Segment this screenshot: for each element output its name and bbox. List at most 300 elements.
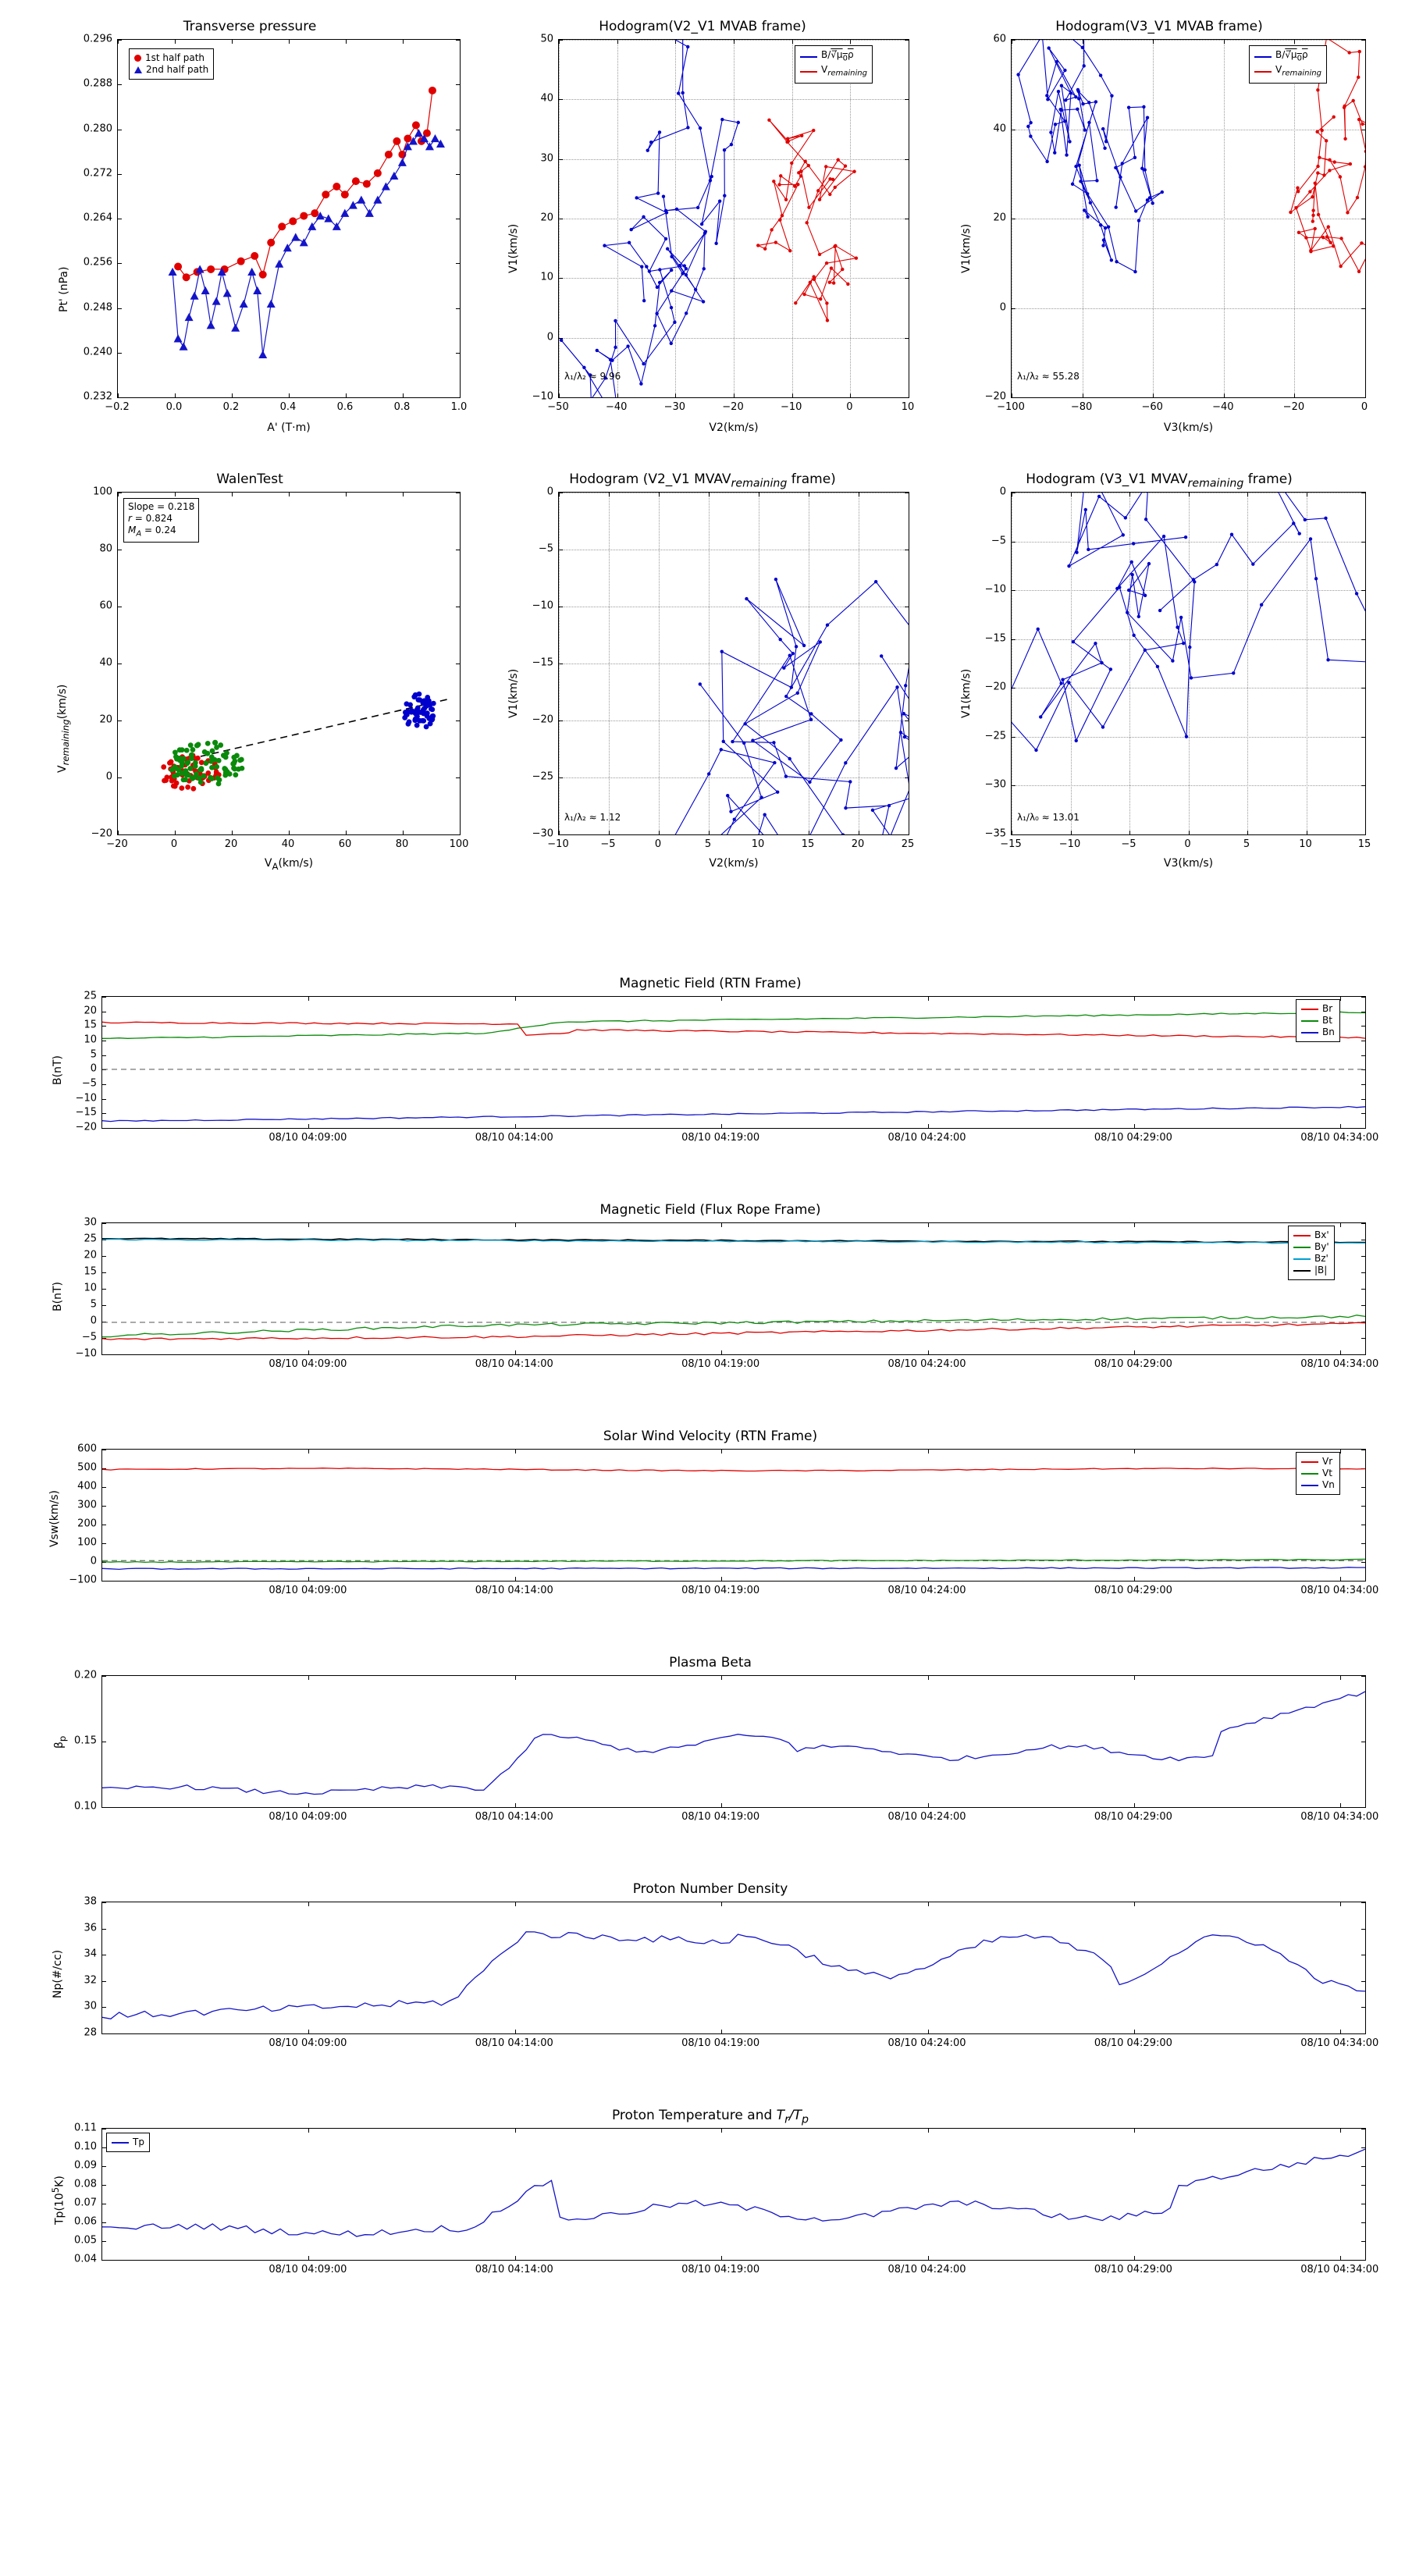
x-tick-label: 0 <box>170 838 178 850</box>
y-axis-label: Pt' (nPa) <box>58 266 70 312</box>
x-tick-label: −40 <box>605 401 628 413</box>
y-tick-label: 300 <box>77 1499 97 1511</box>
panel-hodogram-v3v1-mvav <box>937 468 1382 882</box>
y-tick-label: 20 <box>540 212 553 224</box>
x-tick-label: −40 <box>1212 401 1234 413</box>
y-tick-label: 10 <box>84 1034 97 1046</box>
tick <box>1361 834 1365 835</box>
x-tick-label: 08/10 04:19:00 <box>681 2037 760 2049</box>
x-tick-label: 08/10 04:09:00 <box>269 2264 347 2275</box>
y-tick-label: 15 <box>84 1019 97 1031</box>
legend-label-b: $B/√̅\mu_0\rho$ <box>1275 49 1308 63</box>
y-tick-label: −5 <box>538 543 553 555</box>
panel-walen-test <box>31 468 468 882</box>
x-tick-label: −10 <box>547 838 569 850</box>
y-tick-label: −30 <box>984 778 1006 791</box>
y-axis-label: B(nT) <box>52 1055 64 1085</box>
x-tick-label: 1.0 <box>450 401 468 413</box>
y-tick-label: −5 <box>81 1331 97 1343</box>
legend-line <box>1301 1485 1318 1486</box>
panel-proton-number-density <box>31 1881 1389 2061</box>
tick <box>1365 40 1366 44</box>
plot-area <box>101 1449 1366 1582</box>
tick <box>1365 831 1366 834</box>
tick <box>1365 393 1366 397</box>
y-tick-label: −15 <box>75 1106 97 1119</box>
y-tick-label: −20 <box>984 681 1006 693</box>
y-tick-label: 0 <box>105 770 112 783</box>
legend-label-b: $B/√̅\mu_0\rho$ <box>821 49 854 63</box>
x-tick-label: 10 <box>901 401 915 413</box>
plot-area <box>101 996 1366 1129</box>
x-tick-label: 08/10 04:29:00 <box>1094 1358 1172 1370</box>
panel-title: Hodogram(V3_V1 MVAB frame) <box>1055 19 1263 34</box>
y-tick-label: −20 <box>75 1121 97 1133</box>
legend-label: |B| <box>1314 1265 1328 1276</box>
y-axis-label: V1(km/s) <box>507 223 520 273</box>
x-tick-label: 0 <box>1361 401 1368 413</box>
y-tick-label: −10 <box>532 390 553 403</box>
tick <box>460 831 461 834</box>
legend-line <box>1301 1032 1318 1034</box>
panel-hodogram-v3v1-mvab <box>937 16 1382 437</box>
plot-area <box>1011 39 1366 398</box>
x-tick-label: 60 <box>338 838 352 850</box>
y-tick-label: 0.264 <box>83 212 112 224</box>
gridline-h <box>1012 834 1365 835</box>
tick <box>102 1354 106 1355</box>
tick <box>456 397 460 398</box>
x-tick-label: 08/10 04:34:00 <box>1300 1132 1379 1144</box>
y-tick-label: 0.05 <box>74 2234 97 2247</box>
y-tick-label: 5 <box>90 1298 97 1311</box>
data-layer <box>1012 40 1365 397</box>
y-tick-label: 0.06 <box>74 2215 97 2228</box>
y-tick-label: −15 <box>532 656 553 669</box>
plot-area <box>558 39 909 398</box>
tick <box>1361 1807 1365 1808</box>
legend-label: Bx' <box>1314 1229 1329 1240</box>
tick <box>559 397 563 398</box>
legend-line <box>800 71 817 73</box>
x-tick-label: 08/10 04:14:00 <box>475 1811 553 1823</box>
legend-line <box>1301 1473 1318 1475</box>
legend-line <box>800 56 817 58</box>
legend-label: Bt <box>1322 1015 1332 1026</box>
data-layer <box>559 493 909 834</box>
gridline-v <box>1365 40 1366 397</box>
x-tick-label: 08/10 04:24:00 <box>887 1585 966 1596</box>
y-tick-label: 0.15 <box>74 1735 97 1747</box>
legend-label: Bn <box>1322 1026 1335 1037</box>
walen-r: r = 0.824 <box>128 513 173 524</box>
panel-plasma-beta <box>31 1655 1389 1834</box>
x-tick-label: 08/10 04:19:00 <box>681 1358 760 1370</box>
y-tick-label: 0.11 <box>74 2122 97 2134</box>
x-tick-label: 80 <box>395 838 409 850</box>
y-tick-label: 60 <box>993 33 1006 45</box>
data-layer <box>559 40 909 397</box>
legend <box>1296 999 1340 1042</box>
y-tick-label: 50 <box>540 33 553 45</box>
y-tick-label: 5 <box>90 1048 97 1061</box>
y-tick-label: −20 <box>532 713 553 726</box>
data-layer <box>102 1902 1365 2033</box>
y-tick-label: 38 <box>84 1895 97 1908</box>
legend-marker-triangle <box>134 66 142 73</box>
legend-line <box>1301 1020 1318 1022</box>
panel-transverse-pressure <box>31 16 468 437</box>
y-tick-label: −5 <box>991 535 1006 547</box>
y-tick-label: 0 <box>999 486 1006 498</box>
y-tick-label: 0.10 <box>74 1800 97 1813</box>
y-tick-label: 28 <box>84 2026 97 2039</box>
panel-title: Plasma Beta <box>669 1655 752 1670</box>
x-tick-label: −5 <box>1121 838 1136 850</box>
y-tick-label: −10 <box>75 1092 97 1105</box>
y-tick-label: 100 <box>77 1536 97 1549</box>
y-tick-label: 0.07 <box>74 2197 97 2209</box>
x-tick-label: −80 <box>1070 401 1093 413</box>
panel-title: Hodogram(V2_V1 MVAB frame) <box>599 19 806 34</box>
x-tick-label: 08/10 04:29:00 <box>1094 1585 1172 1596</box>
y-tick-label: 400 <box>77 1480 97 1493</box>
tick <box>1361 397 1365 398</box>
data-layer <box>102 1676 1365 1807</box>
walen-slope: Slope = 0.218 <box>128 501 195 512</box>
x-tick-label: 08/10 04:14:00 <box>475 2037 553 2049</box>
y-axis-label: Vsw(km/s) <box>48 1489 61 1547</box>
x-axis-label: A' (T·m) <box>267 422 311 434</box>
legend-label-v: $V_{remaining}$ <box>1275 64 1321 78</box>
y-tick-label: 40 <box>99 656 112 669</box>
x-tick-label: −20 <box>106 838 128 850</box>
plot-area <box>101 1902 1366 2034</box>
x-tick-label: 08/10 04:09:00 <box>269 1811 347 1823</box>
y-tick-label: 0.288 <box>83 77 112 90</box>
y-tick-label: −100 <box>69 1574 97 1586</box>
legend-label: Vt <box>1322 1468 1332 1478</box>
x-tick-label: −60 <box>1141 401 1163 413</box>
y-tick-label: −10 <box>984 583 1006 596</box>
x-tick-label: 08/10 04:29:00 <box>1094 1811 1172 1823</box>
x-tick-label: 10 <box>1299 838 1312 850</box>
y-axis-label: $\beta_p$ <box>53 1735 68 1749</box>
x-tick-label: 08/10 04:19:00 <box>681 1585 760 1596</box>
data-layer <box>102 1223 1365 1354</box>
y-tick-label: 0.20 <box>74 1669 97 1681</box>
y-tick-label: −10 <box>75 1347 97 1360</box>
walen-ma: $M_A = 0.24$ <box>128 525 176 539</box>
y-tick-label: −25 <box>532 770 553 783</box>
x-tick-label: 08/10 04:09:00 <box>269 1358 347 1370</box>
x-tick-label: −5 <box>600 838 616 850</box>
y-tick-label: 30 <box>84 2000 97 2012</box>
x-tick-label: 08/10 04:09:00 <box>269 1585 347 1596</box>
y-tick-label: 34 <box>84 1948 97 1960</box>
panel-magnetic-field-flux-rope <box>31 1202 1389 1382</box>
x-tick-label: −100 <box>997 401 1025 413</box>
x-tick-label: 0 <box>1184 838 1191 850</box>
y-tick-label: 0.08 <box>74 2178 97 2190</box>
y-tick-label: 500 <box>77 1461 97 1474</box>
x-tick-label: 20 <box>224 838 238 850</box>
x-tick-label: 08/10 04:24:00 <box>887 2264 966 2275</box>
data-layer <box>102 1450 1365 1581</box>
gridline-h <box>559 397 909 398</box>
panel-title: Magnetic Field (RTN Frame) <box>619 976 802 991</box>
y-tick-label: 0 <box>546 486 553 498</box>
y-tick-label: 100 <box>93 486 112 498</box>
gridline-h <box>1012 397 1365 398</box>
tick <box>460 40 461 44</box>
x-tick-label: 5 <box>704 838 712 850</box>
y-axis-label: Np(#/cc) <box>52 1949 64 1998</box>
x-tick-label: 08/10 04:24:00 <box>887 1811 966 1823</box>
legend-label: Vn <box>1322 1479 1335 1490</box>
tick <box>102 1128 106 1129</box>
y-tick-label: −15 <box>984 632 1006 645</box>
x-tick-label: 40 <box>281 838 295 850</box>
x-tick-label: 08/10 04:29:00 <box>1094 2037 1172 2049</box>
y-axis-label: V1(km/s) <box>507 668 520 718</box>
y-axis-label: $Tp(10^5K)$ <box>50 2176 66 2225</box>
x-tick-label: 0.4 <box>279 401 297 413</box>
y-tick-label: −25 <box>984 730 1006 742</box>
tick <box>102 1581 106 1582</box>
y-tick-label: 20 <box>99 713 112 726</box>
tick <box>102 1807 106 1808</box>
tick <box>1361 1354 1365 1355</box>
y-tick-label: −5 <box>81 1077 97 1090</box>
x-tick-label: 0.0 <box>165 401 183 413</box>
tick <box>905 397 909 398</box>
y-tick-label: 25 <box>84 990 97 1002</box>
tick <box>1012 834 1016 835</box>
y-tick-label: 20 <box>84 1005 97 1017</box>
y-tick-label: −10 <box>532 600 553 612</box>
x-tick-label: −10 <box>780 401 802 413</box>
panel-hodogram-v2v1-mvav <box>484 468 921 882</box>
x-tick-label: 0 <box>654 838 662 850</box>
walen-stats-box <box>123 498 199 543</box>
x-tick-label: 08/10 04:14:00 <box>475 2264 553 2275</box>
y-axis-label: B(nT) <box>52 1282 64 1311</box>
y-axis-label: V1(km/s) <box>960 223 973 273</box>
tick <box>102 2260 106 2261</box>
x-tick-label: 08/10 04:19:00 <box>681 1132 760 1144</box>
legend <box>1288 1226 1335 1280</box>
y-tick-label: 0 <box>90 1555 97 1567</box>
x-tick-label: −20 <box>722 401 744 413</box>
x-tick-label: 08/10 04:24:00 <box>887 1358 966 1370</box>
y-axis-label: $V_{remaining}(km/s)$ <box>56 684 71 773</box>
y-tick-label: 25 <box>84 1233 97 1245</box>
y-tick-label: 15 <box>84 1265 97 1278</box>
x-tick-label: 08/10 04:34:00 <box>1300 1811 1379 1823</box>
y-tick-label: 20 <box>84 1249 97 1261</box>
y-tick-label: 40 <box>540 92 553 105</box>
tick <box>1012 397 1016 398</box>
eigenvalue-annotation: λ₁/λ₂ ≈ 9.96 <box>564 371 621 382</box>
plot-area <box>117 39 461 398</box>
x-tick-label: 25 <box>901 838 915 850</box>
plot-area <box>558 492 909 835</box>
tick <box>1361 1581 1365 1582</box>
panel-title: Transverse pressure <box>183 19 317 34</box>
legend-label-v: $V_{remaining}$ <box>821 64 867 78</box>
panel-title: Proton Temperature and $T_r/T_p$ <box>611 2108 809 2126</box>
y-tick-label: 30 <box>540 152 553 165</box>
legend-line <box>1293 1270 1311 1272</box>
y-tick-label: 0.280 <box>83 123 112 134</box>
y-tick-label: 600 <box>77 1443 97 1455</box>
x-axis-label: V2(km/s) <box>709 857 759 870</box>
y-tick-label: 0.232 <box>83 390 112 403</box>
tick <box>1365 493 1366 496</box>
panel-proton-temperature <box>31 2108 1389 2295</box>
panel-title: Hodogram (V3_V1 $MVAV_{remaining}$ frame) <box>1026 471 1293 490</box>
legend-line <box>1254 71 1272 73</box>
panel-title: Hodogram (V2_V1 $MVAV_{remaining}$ frame) <box>569 471 836 490</box>
eigenvalue-annotation: λ₁/λ₀ ≈ 13.01 <box>1017 812 1080 823</box>
x-tick-label: 08/10 04:24:00 <box>887 2037 966 2049</box>
y-tick-label: 0.272 <box>83 167 112 180</box>
legend-line <box>1254 56 1272 58</box>
x-tick-label: 0.2 <box>222 401 240 413</box>
y-tick-label: 20 <box>993 212 1006 224</box>
legend <box>1296 1452 1340 1495</box>
y-tick-label: 0.240 <box>83 346 112 358</box>
legend-label: Tp <box>133 2137 144 2147</box>
plot-area <box>1011 492 1366 835</box>
legend-line <box>112 2142 129 2144</box>
y-tick-label: 0 <box>90 1062 97 1075</box>
tick <box>456 834 460 835</box>
y-tick-label: 0 <box>546 331 553 343</box>
plot-area <box>101 1675 1366 1808</box>
tick <box>1361 2033 1365 2034</box>
x-tick-label: 08/10 04:34:00 <box>1300 1358 1379 1370</box>
y-tick-label: 80 <box>99 543 112 555</box>
data-layer <box>118 493 460 834</box>
y-tick-label: 0.256 <box>83 256 112 269</box>
data-layer <box>1012 493 1365 834</box>
panel-solar-wind-velocity-rtn <box>31 1429 1389 1608</box>
tick <box>1361 1128 1365 1129</box>
legend <box>1249 45 1327 84</box>
legend-label: Vr <box>1322 1456 1333 1467</box>
panel-title: Magnetic Field (Flux Rope Frame) <box>599 1202 821 1218</box>
x-tick-label: 08/10 04:34:00 <box>1300 1585 1379 1596</box>
x-tick-label: 5 <box>1243 838 1250 850</box>
x-axis-label: V3(km/s) <box>1163 422 1214 434</box>
y-tick-label: 40 <box>993 123 1006 134</box>
x-tick-label: −30 <box>663 401 686 413</box>
y-tick-label: 0.04 <box>74 2253 97 2265</box>
tick <box>1361 2260 1365 2261</box>
plot-area <box>117 492 461 835</box>
y-tick-label: −20 <box>984 390 1006 403</box>
y-tick-label: 0 <box>999 301 1006 313</box>
x-tick-label: 08/10 04:24:00 <box>887 1132 966 1144</box>
y-tick-label: −30 <box>532 827 553 840</box>
x-tick-label: 08/10 04:19:00 <box>681 2264 760 2275</box>
x-tick-label: 10 <box>751 838 765 850</box>
plot-area <box>101 1222 1366 1355</box>
y-tick-label: −35 <box>984 827 1006 840</box>
y-tick-label: 0.10 <box>74 2140 97 2153</box>
x-axis-label: V3(km/s) <box>1163 857 1214 870</box>
legend-label: Br <box>1322 1003 1333 1014</box>
legend-label: 1st half path <box>145 52 205 63</box>
x-tick-label: 08/10 04:14:00 <box>475 1132 553 1144</box>
x-tick-label: 100 <box>449 838 469 850</box>
x-tick-label: 08/10 04:09:00 <box>269 2037 347 2049</box>
x-tick-label: 0.6 <box>336 401 354 413</box>
x-tick-label: 08/10 04:09:00 <box>269 1132 347 1144</box>
panel-title: Solar Wind Velocity (RTN Frame) <box>603 1429 818 1444</box>
tick <box>460 393 461 397</box>
legend-line <box>1293 1258 1311 1260</box>
x-tick-label: 0 <box>846 401 853 413</box>
data-layer <box>118 40 460 397</box>
legend-line <box>1293 1247 1311 1248</box>
y-tick-label: 0 <box>90 1315 97 1327</box>
data-layer <box>102 997 1365 1128</box>
legend-label: 2nd half path <box>146 64 209 75</box>
gridline-v <box>1365 493 1366 834</box>
data-layer <box>102 2129 1365 2260</box>
y-tick-label: 60 <box>99 600 112 612</box>
x-tick-label: 08/10 04:14:00 <box>475 1358 553 1370</box>
eigenvalue-annotation: λ₁/λ₂ ≈ 1.12 <box>564 812 621 823</box>
y-tick-label: 10 <box>84 1282 97 1294</box>
y-tick-label: 36 <box>84 1922 97 1934</box>
x-tick-label: 08/10 04:19:00 <box>681 1811 760 1823</box>
x-tick-label: 08/10 04:29:00 <box>1094 1132 1172 1144</box>
y-tick-label: 0.296 <box>83 33 112 45</box>
x-axis-label: V2(km/s) <box>709 422 759 434</box>
y-tick-label: 10 <box>540 271 553 283</box>
y-tick-label: 30 <box>84 1216 97 1229</box>
legend <box>795 45 873 84</box>
legend-marker-circle <box>134 55 141 62</box>
legend <box>129 48 214 80</box>
legend <box>106 2133 150 2152</box>
tick <box>905 834 909 835</box>
x-tick-label: 08/10 04:14:00 <box>475 1585 553 1596</box>
legend-line <box>1301 1461 1318 1463</box>
x-tick-label: 08/10 04:29:00 <box>1094 2264 1172 2275</box>
panel-magnetic-field-rtn <box>31 976 1389 1155</box>
tick <box>102 2033 106 2034</box>
x-tick-label: −0.2 <box>105 401 130 413</box>
eigenvalue-annotation: λ₁/λ₂ ≈ 55.28 <box>1017 371 1080 382</box>
x-tick-label: 20 <box>851 838 865 850</box>
y-axis-label: V1(km/s) <box>960 668 973 718</box>
x-tick-label: 15 <box>1357 838 1371 850</box>
panel-title: WalenTest <box>216 471 283 487</box>
legend-label: By' <box>1314 1241 1329 1252</box>
y-tick-label: 0.09 <box>74 2159 97 2172</box>
x-axis-label: $V_A(km/s)$ <box>264 857 314 872</box>
tick <box>118 834 122 835</box>
x-tick-label: −20 <box>1282 401 1305 413</box>
x-tick-label: 15 <box>801 838 815 850</box>
x-tick-label: 08/10 04:34:00 <box>1300 2264 1379 2275</box>
gridline-h <box>559 834 909 835</box>
